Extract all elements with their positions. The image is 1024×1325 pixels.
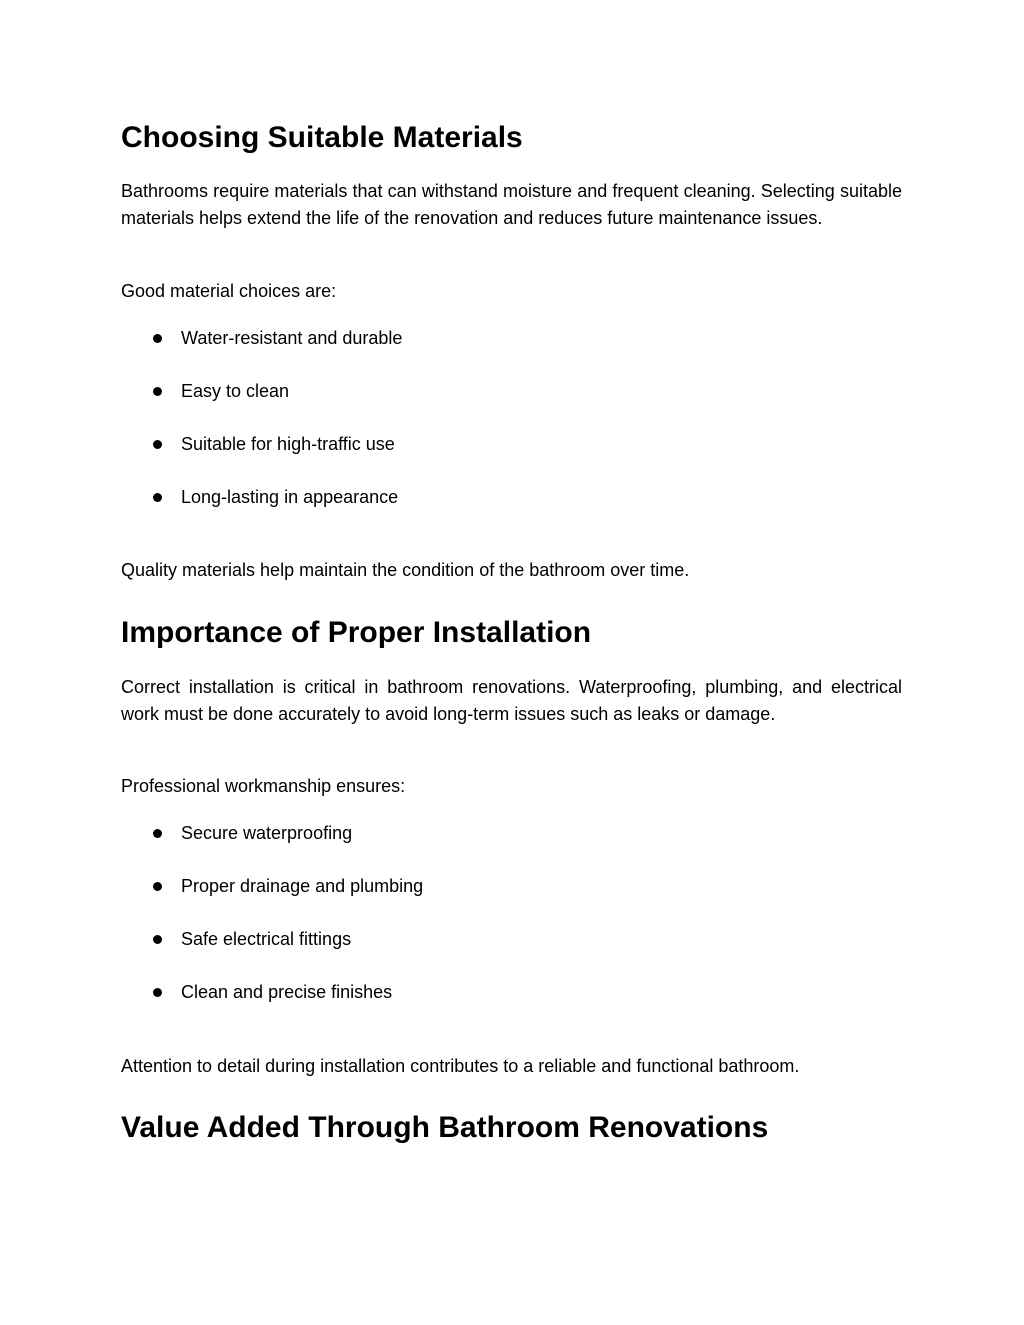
section-closing: Attention to detail during installation contributes to a reliable and functional bathroom. <box>121 1056 800 1076</box>
bullet-icon <box>153 493 162 502</box>
bullet-icon <box>153 334 162 343</box>
section-heading: Importance of Proper Installation <box>121 616 592 649</box>
bullet-icon <box>153 988 162 997</box>
section-paragraph: Bathrooms require materials that can withstand moisture and frequent cleaning. Selecting suitable materials helps extend the life of the renovation and reduces future maintenance issues. <box>121 181 902 228</box>
bullet-icon <box>153 387 162 396</box>
list-lead: Professional workmanship ensures: <box>121 776 406 796</box>
bullet-icon <box>153 935 162 944</box>
bullet-icon <box>153 829 162 838</box>
section-heading: Choosing Suitable Materials <box>121 121 523 154</box>
section-heading: Value Added Through Bathroom Renovations <box>121 1111 769 1144</box>
section-paragraph: Correct installation is critical in bathroom renovations. Waterproofing, plumbing, and electrical work must be done accurately to avoid long-term issues such as leaks or damage. <box>121 677 902 724</box>
bullet-icon <box>153 440 162 449</box>
bullet-icon <box>153 882 162 891</box>
list-lead: Good material choices are: <box>121 281 337 301</box>
section-closing: Quality materials help maintain the condition of the bathroom over time. <box>121 560 690 580</box>
